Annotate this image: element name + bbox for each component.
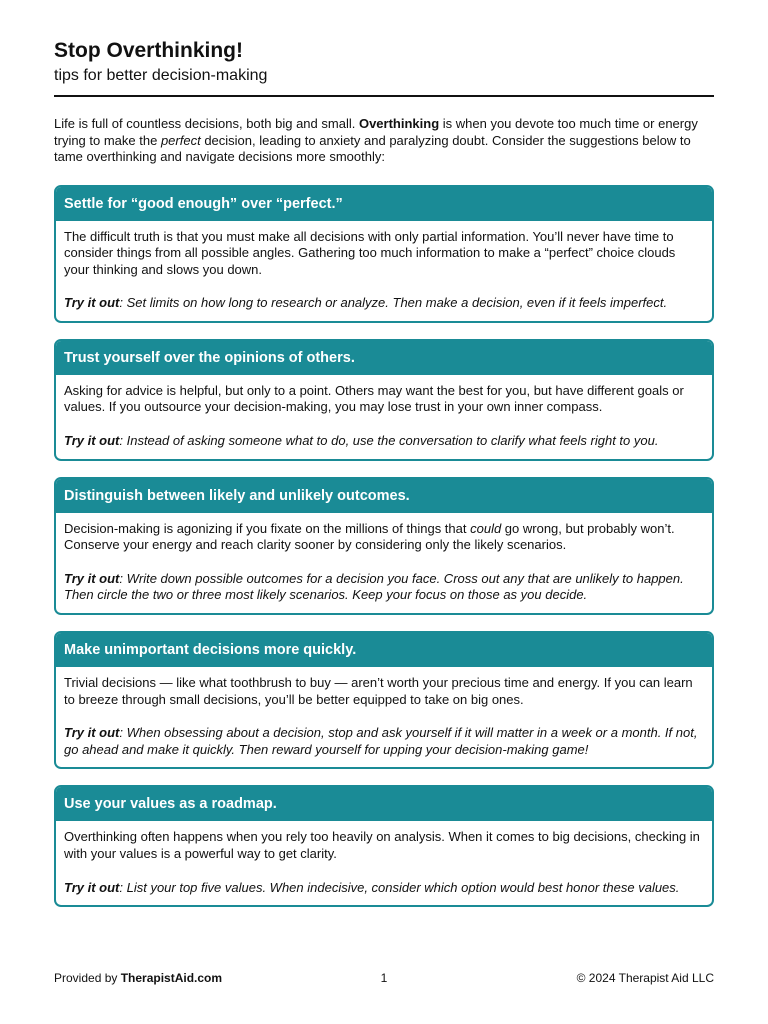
page-number: 1 [380, 971, 388, 985]
intro-text: is when you devote too much time or energy trying to make the [54, 116, 698, 148]
intro-paragraph [54, 116, 714, 166]
tip-card-body [56, 821, 712, 905]
try-it-out-text: : When obsessing about a decision, stop and ask yourself if it will matter in a week or a month. If not, go ahead and make it quickly. Then reward yourself for upping your decision-making game! [64, 725, 698, 757]
intro-bold-term: Overthinking [358, 116, 440, 131]
tip-card-text: Overthinking often happens when you rely too heavily on analysis. When it comes to big decisions, checking in with your values is a powerful way to get clarity. [64, 829, 700, 861]
try-it-out-text: : Write down possible outcomes for a decision you face. Cross out any that are unlikely to happen. Then circle the two or three most likely scenarios. Keep your focus on those as you decide. [64, 570, 684, 603]
try-it-out [64, 725, 704, 758]
try-it-out-text: : Instead of asking someone what to do, use the conversation to clarify what feels right to you. [119, 433, 659, 449]
try-it-out [64, 295, 704, 312]
intro-text: Life is full of countless decisions, both big and small. [54, 116, 359, 131]
tip-card-heading: Trust yourself over the opinions of others. [56, 341, 712, 375]
try-it-out-label: Try it out [64, 570, 120, 586]
tip-card-heading: Settle for “good enough” over “perfect.” [56, 187, 712, 221]
try-it-out [64, 433, 704, 450]
tip-card-body [56, 513, 712, 613]
try-it-out-label: Try it out [64, 879, 120, 895]
intro-text: decision, leading to anxiety and paralyzing doubt. Consider the suggestions below to tame overthinking and navigate decisions more smoothly: [54, 132, 691, 164]
page-subtitle: tips for better decision-making [54, 67, 268, 84]
tip-card-body [56, 667, 712, 767]
tip-card [54, 631, 714, 769]
try-it-out-label: Try it out [64, 725, 120, 741]
page-footer [54, 971, 714, 985]
tip-card-heading: Make unimportant decisions more quickly. [56, 633, 712, 667]
tip-card-text: Trivial decisions — like what toothbrush to buy — aren’t worth your precious time and energy. If you can learn to breeze through small decisions, you’ll be better equipped to take on big ones. [64, 675, 693, 707]
tip-card [54, 477, 714, 615]
try-it-out-label: Try it out [64, 433, 120, 449]
tip-card-italic-word: could [470, 520, 502, 536]
intro-italic-term: perfect [160, 132, 201, 148]
footer-brand-link[interactable]: TherapistAid.com [120, 971, 223, 985]
tip-card-body [56, 375, 712, 459]
worksheet-page [54, 38, 714, 907]
try-it-out-text: : List your top five values. When indecisive, consider which option would best honor these values. [119, 879, 680, 895]
tip-card [54, 785, 714, 907]
tip-card-text [64, 521, 704, 554]
tip-card-text-part: Decision-making is agonizing if you fixate on the millions of things that [64, 520, 471, 536]
page-title: Stop Overthinking! [54, 39, 243, 62]
footer-copyright: © 2024 Therapist Aid LLC [576, 971, 714, 985]
tip-card-heading: Use your values as a roadmap. [56, 787, 712, 821]
tip-card-text-part: go wrong, but probably won’t. Conserve your energy and reach clarity sooner by considering only the likely scenarios. [64, 520, 675, 553]
tip-card-body [56, 221, 712, 321]
tip-card-heading: Distinguish between likely and unlikely outcomes. [56, 479, 712, 513]
tip-card [54, 185, 714, 323]
try-it-out-label: Try it out [64, 295, 120, 311]
try-it-out [64, 571, 704, 604]
try-it-out [64, 880, 704, 897]
footer-provided-label: Provided by [54, 971, 121, 985]
tip-card [54, 339, 714, 461]
tip-card-text: The difficult truth is that you must make all decisions with only partial information. You’ll never have time to consider things from all possible angles. Gathering too much information to make a “perfect” choice clouds your thinking and slows you down. [64, 228, 676, 277]
tips-list [54, 185, 714, 908]
header-divider [54, 95, 714, 97]
tip-card-text: Asking for advice is helpful, but only to a point. Others may want the best for you, but have different goals or values. If you outsource your decision-making, you may lose trust in your own inner compass. [64, 382, 684, 415]
try-it-out-text: : Set limits on how long to research or analyze. Then make a decision, even if it feels imperfect. [119, 295, 668, 311]
